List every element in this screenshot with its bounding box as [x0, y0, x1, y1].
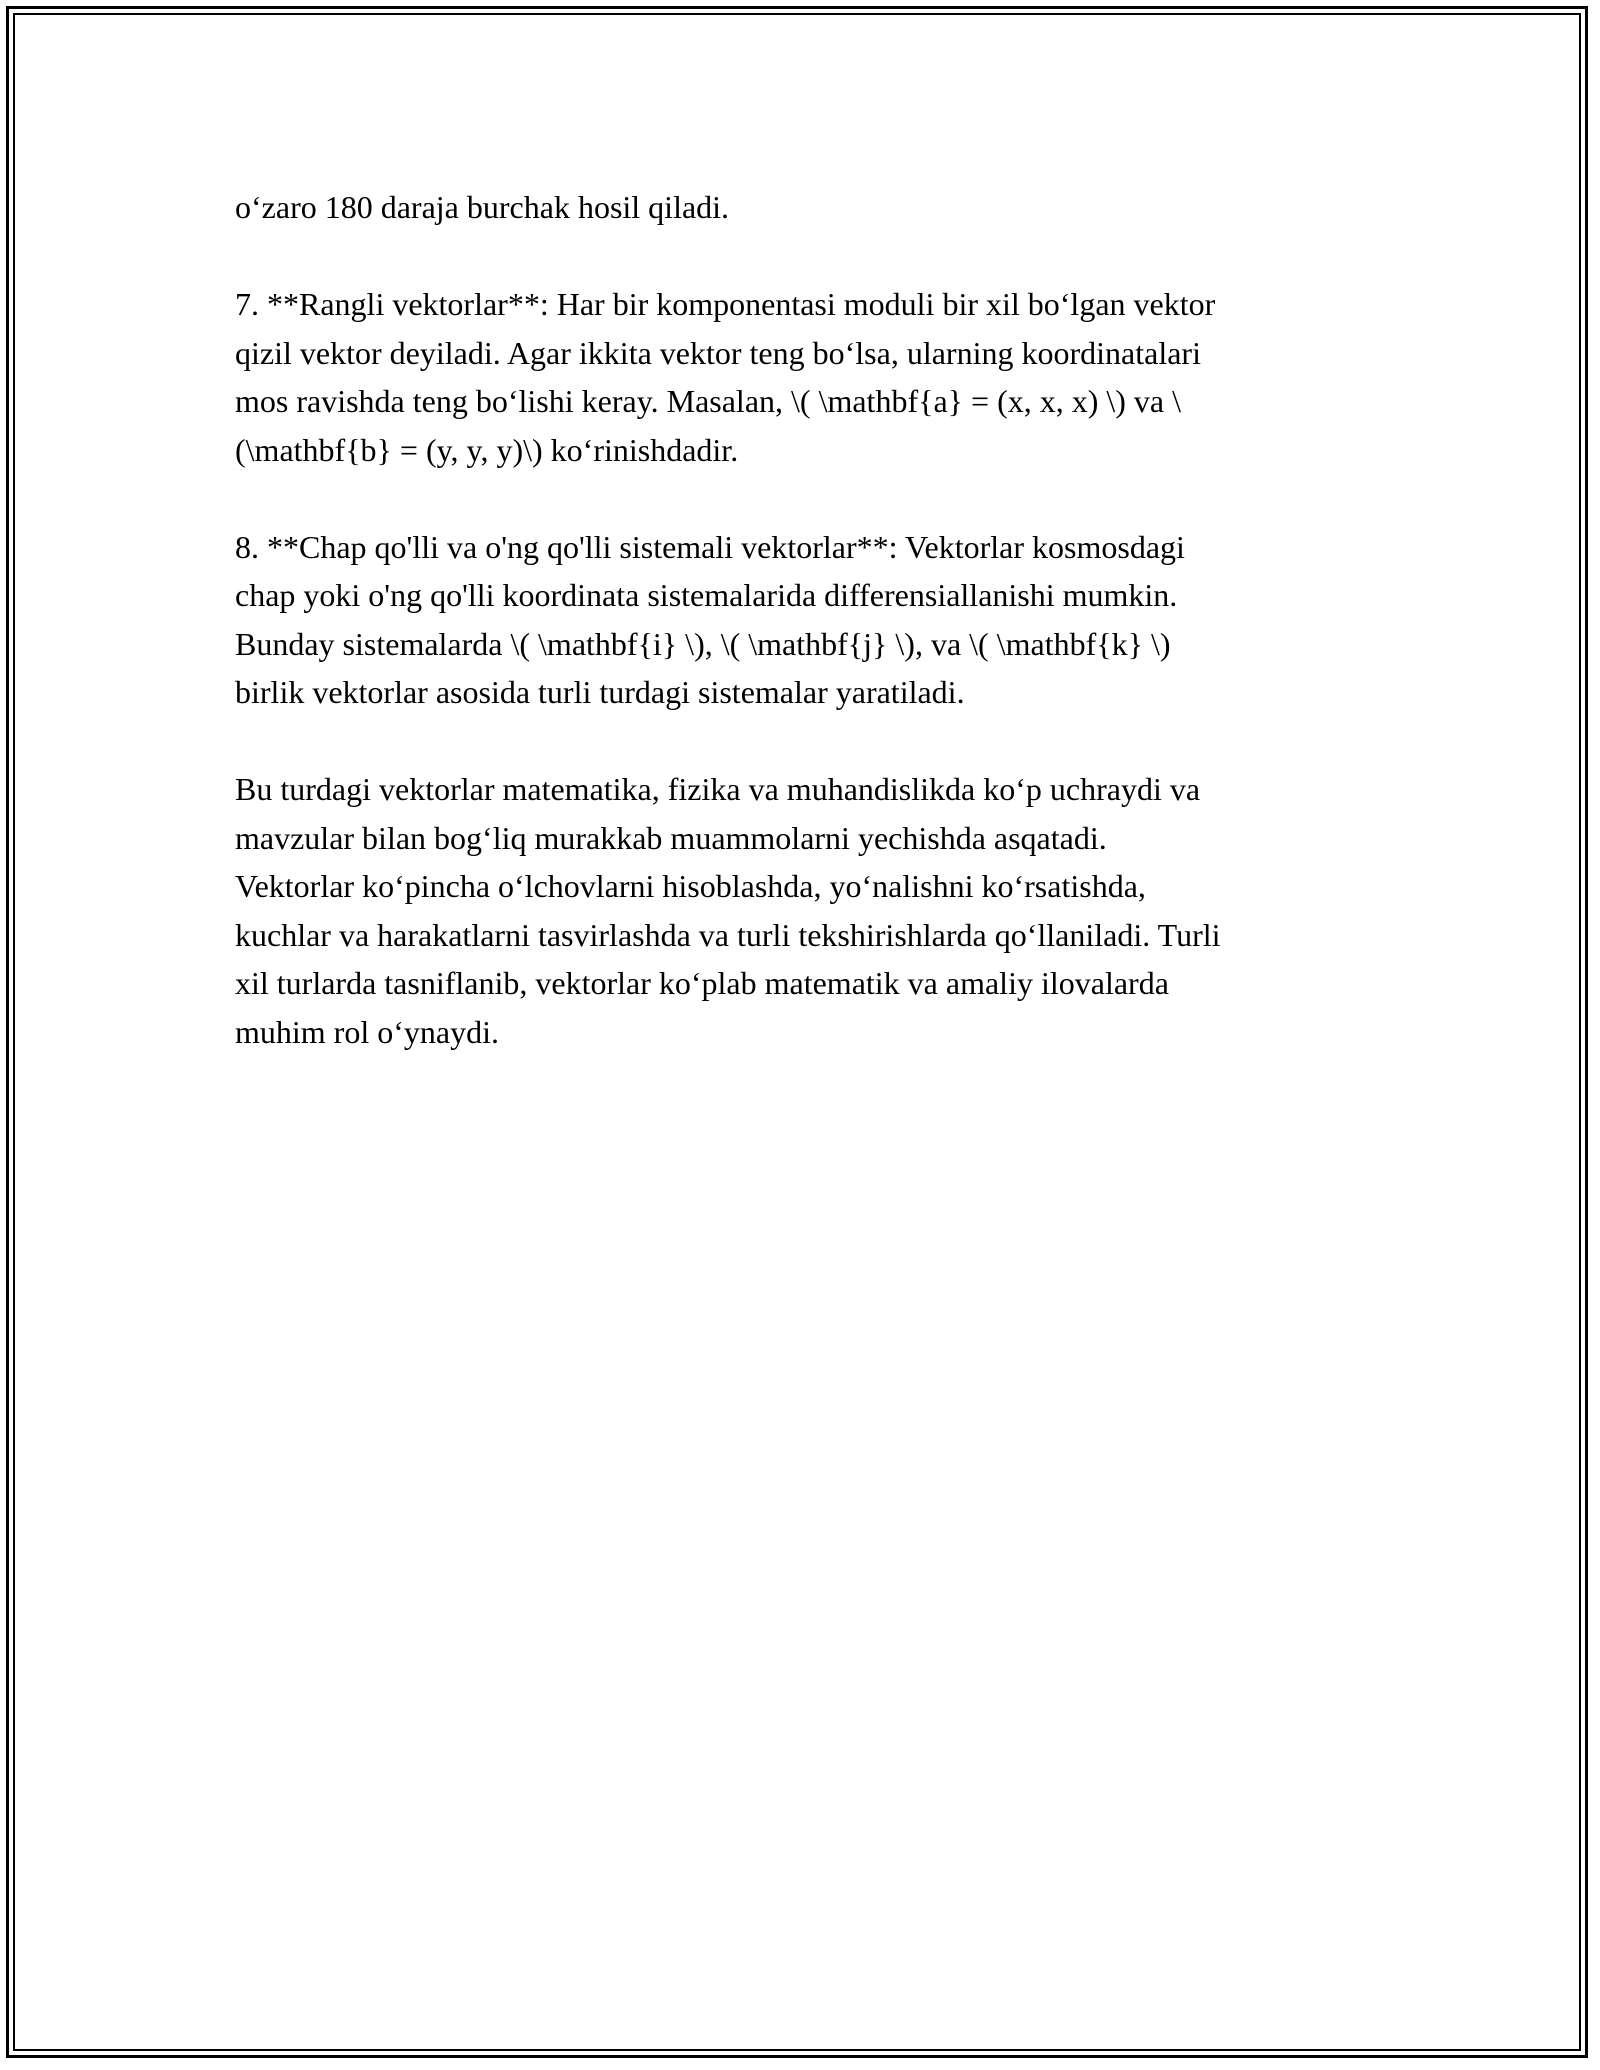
paragraph-continuation: o‘zaro 180 daraja burchak hosil qiladi.: [235, 189, 730, 225]
document-body: [235, 183, 1375, 1105]
paragraph-item-7: 7. **Rangli vektorlar**: Har bir komponentasi moduli bir xil bo‘lgan vektor qizil vektor deyiladi. Agar ikkita vektor teng bo‘lsa, ularning koordinatalari mos ravishda teng bo‘lishi keray. Masalan, \( \mathbf{a} = (x, x, x) \) va \ (\mathbf{b} = (y, y, y)\) ko‘rinishdadir.: [235, 286, 1216, 468]
paragraph-item-8: 8. **Chap qo'lli va o'ng qo'lli sistemali vektorlar**: Vektorlar kosmosdagi chap yoki o'ng qo'lli koordinata sistemalarida differensiallanishi mumkin. Bunday sistemalarda \( \mathbf{i} \), \( \mathbf{j} \), va \( \mathbf{k} \) birlik vektorlar asosida turli turdagi sistemalar yaratiladi.: [235, 528, 1185, 710]
paragraph-conclusion: Bu turdagi vektorlar matematika, fizika va muhandislikda ko‘p uchraydi va mavzular bilan bog‘liq murakkab muammolarni yechishda asqatadi. Vektorlar ko‘pincha o‘lchovlarni hisoblashda, yo‘nalishni ko‘rsatishda, kuchlar va harakatlarni tasvirlashda va turli tekshirishlarda qo‘llaniladi. Turli xil turlarda tasniflanib, vektorlar ko‘plab matematik va amaliy ilovalarda muhim rol o‘ynaydi.: [235, 771, 1221, 1050]
